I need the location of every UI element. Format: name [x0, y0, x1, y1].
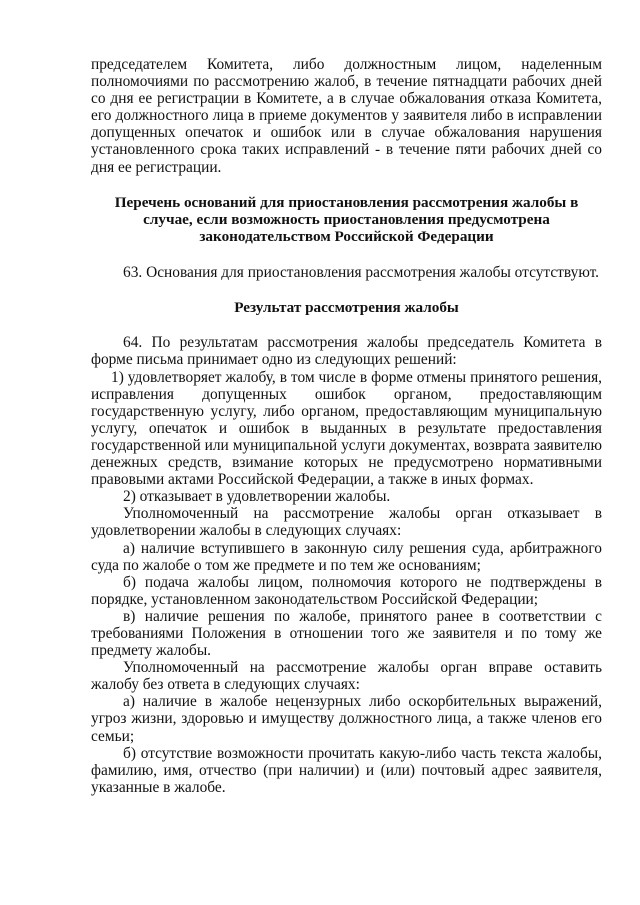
- paragraph-noanswer-b: б) отсутствие возможности прочитать какую-либо часть текста жалобы, фамилию, имя, отчество (при наличии) и (или) почтовый адрес заявителя, указанные в жалобе.: [91, 744, 602, 796]
- paragraph-noanswer-intro: Уполномоченный на рассмотрение жалобы орган вправе оставить жалобу без ответа в следующих случаях:: [91, 659, 602, 694]
- paragraph-refuse-intro: Уполномоченный на рассмотрение жалобы орган отказывает в удовлетворении жалобы в следующих случаях:: [91, 505, 602, 540]
- heading-complaint-result: Результат рассмотрения жалобы: [234, 298, 459, 316]
- spacer: [91, 176, 602, 194]
- heading-suspension-grounds: Перечень оснований для приостановления рассмотрения жалобы в случае, если возможность приостановления предусмотрена законодательством Российской Федерации: [114, 193, 579, 246]
- paragraph-decision-2: 2) отказывает в удовлетворении жалобы.: [123, 488, 391, 506]
- spacer: [91, 316, 602, 334]
- paragraph-refuse-a: а) наличие вступившего в законную силу решения суда, арбитражного суда по жалобе о том же предмете и по тем же основаниям;: [91, 539, 602, 574]
- paragraph-item-64: 64. По результатам рассмотрения жалобы председатель Комитета в форме письма принимает одно из следующих решений:: [91, 334, 602, 369]
- paragraph-noanswer-a: а) наличие в жалобе нецензурных либо оскорбительных выражений, угроз жизни, здоровью и имуществу должностного лица, а также членов его семьи;: [91, 693, 602, 745]
- document-page: [91, 56, 602, 796]
- paragraph-refuse-b: б) подача жалобы лицом, полномочия которого не подтверждены в порядке, установленном законодательством Российской Федерации;: [91, 573, 602, 608]
- spacer: [91, 281, 602, 299]
- spacer: [91, 246, 602, 264]
- paragraph-decision-1: 1) удовлетворяет жалобу, в том числе в форме отмены принятого решения, исправления допущенных ошибок органом, предоставляющим государственную услугу, либо органом, предоставляющим муниципальную услугу, опечаток и ошибок в выданных в результате предоставления государственной или муниципальной услуги документах, возврата заявителю денежных средств, взимание которых не предусмотрено нормативными правовыми актами Российской Федерации, а также в иных формах.: [91, 368, 602, 489]
- paragraph-refuse-c: в) наличие решения по жалобе, принятого ранее в соответствии с требованиями Положения в отношении того же заявителя и по тому же предмету жалобы.: [91, 607, 602, 660]
- paragraph-intro: председателем Комитета, либо должностным лицом, наделенным полномочиями по рассмотрению жалоб, в течение пятнадцати рабочих дней со дня ее регистрации в Комитете, а в случае обжалования отказа Комитета, его должностного лица в приеме документов у заявителя либо в исправлении допущенных опечаток и ошибок или в случае обжалования нарушения установленного срока таких исправлений - в течение пяти рабочих дней со дня ее регистрации.: [91, 56, 602, 176]
- paragraph-item-63: 63. Основания для приостановления рассмотрения жалобы отсутствуют.: [123, 263, 600, 281]
